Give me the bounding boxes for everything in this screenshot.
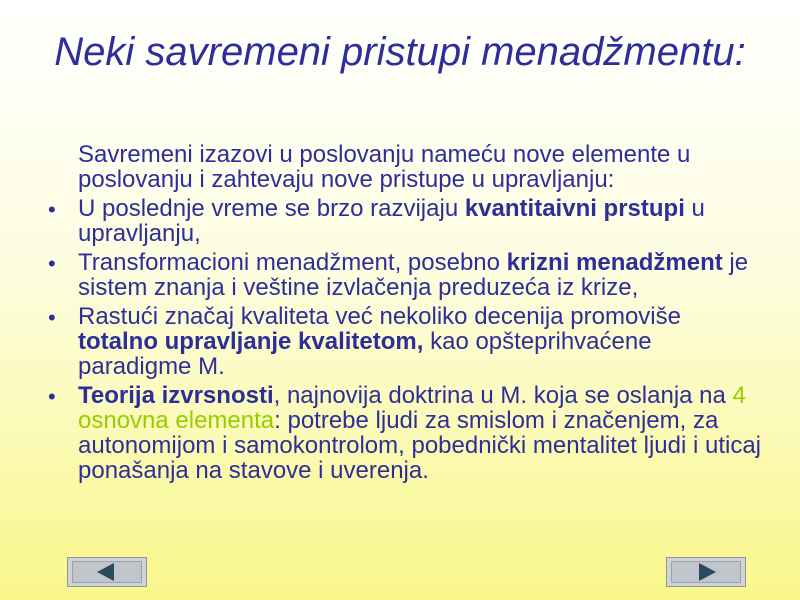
- intro-text: Savremeni izazovi u poslovanju nameću nove elemente u poslovanju i zahtevaju nove pristupe u upravljanju:: [78, 141, 691, 193]
- bullet-text: u upravljanju,: [78, 195, 705, 247]
- left-arrow-icon: [94, 562, 120, 582]
- bullet-text: , najnovija doktrina u M. koja se oslanja na: [273, 382, 733, 409]
- bullet-dot: •: [48, 197, 56, 222]
- right-arrow-icon: [693, 562, 719, 582]
- bullet-bold-text: kvantitaivni prstupi: [464, 195, 685, 222]
- bullet-item: [46, 196, 766, 246]
- bullet-bold-text: totalno upravljanje kvalitetom,: [78, 328, 424, 355]
- bullet-dot: •: [48, 384, 56, 409]
- bullet-dot: •: [48, 305, 56, 330]
- slide-content: [46, 142, 766, 487]
- bullet-text: : potrebe ljudi za smislom i značenjem, za autonomijom i samokontrolom, pobednički mentalitet ljudi i uticaj ponašanja na stavove i uverenja.: [78, 407, 761, 484]
- slide-title: Neki savremeni pristupi menadžmentu:: [54, 30, 746, 74]
- bullet-item: [46, 304, 766, 379]
- bullet-item: [46, 383, 766, 483]
- next-slide-button[interactable]: [666, 557, 746, 587]
- bullet-bold-text: krizni menadžment: [506, 249, 723, 276]
- bullet-text: Transformacioni menadžment, posebno: [78, 249, 507, 276]
- bullet-item: [46, 250, 766, 300]
- bullet-text: Rastući značaj kvaliteta već nekoliko decenija promoviše: [78, 303, 681, 330]
- bullet-bold-text: Teorija izvrsnosti: [78, 382, 274, 409]
- next-button-face: [671, 561, 741, 583]
- bullet-text: kao opšteprihvaćene paradigme M.: [78, 328, 652, 380]
- bullet-text: U poslednje vreme se brzo razvijaju: [78, 195, 465, 222]
- bullet-dot: •: [48, 251, 56, 276]
- highlight-text: 4 osnovna elementa: [78, 382, 746, 434]
- previous-button-face: [72, 561, 142, 583]
- previous-slide-button[interactable]: [67, 557, 147, 587]
- bullet-text: je sistem znanja i veštine izvlačenja preduzeća iz krize,: [78, 249, 749, 301]
